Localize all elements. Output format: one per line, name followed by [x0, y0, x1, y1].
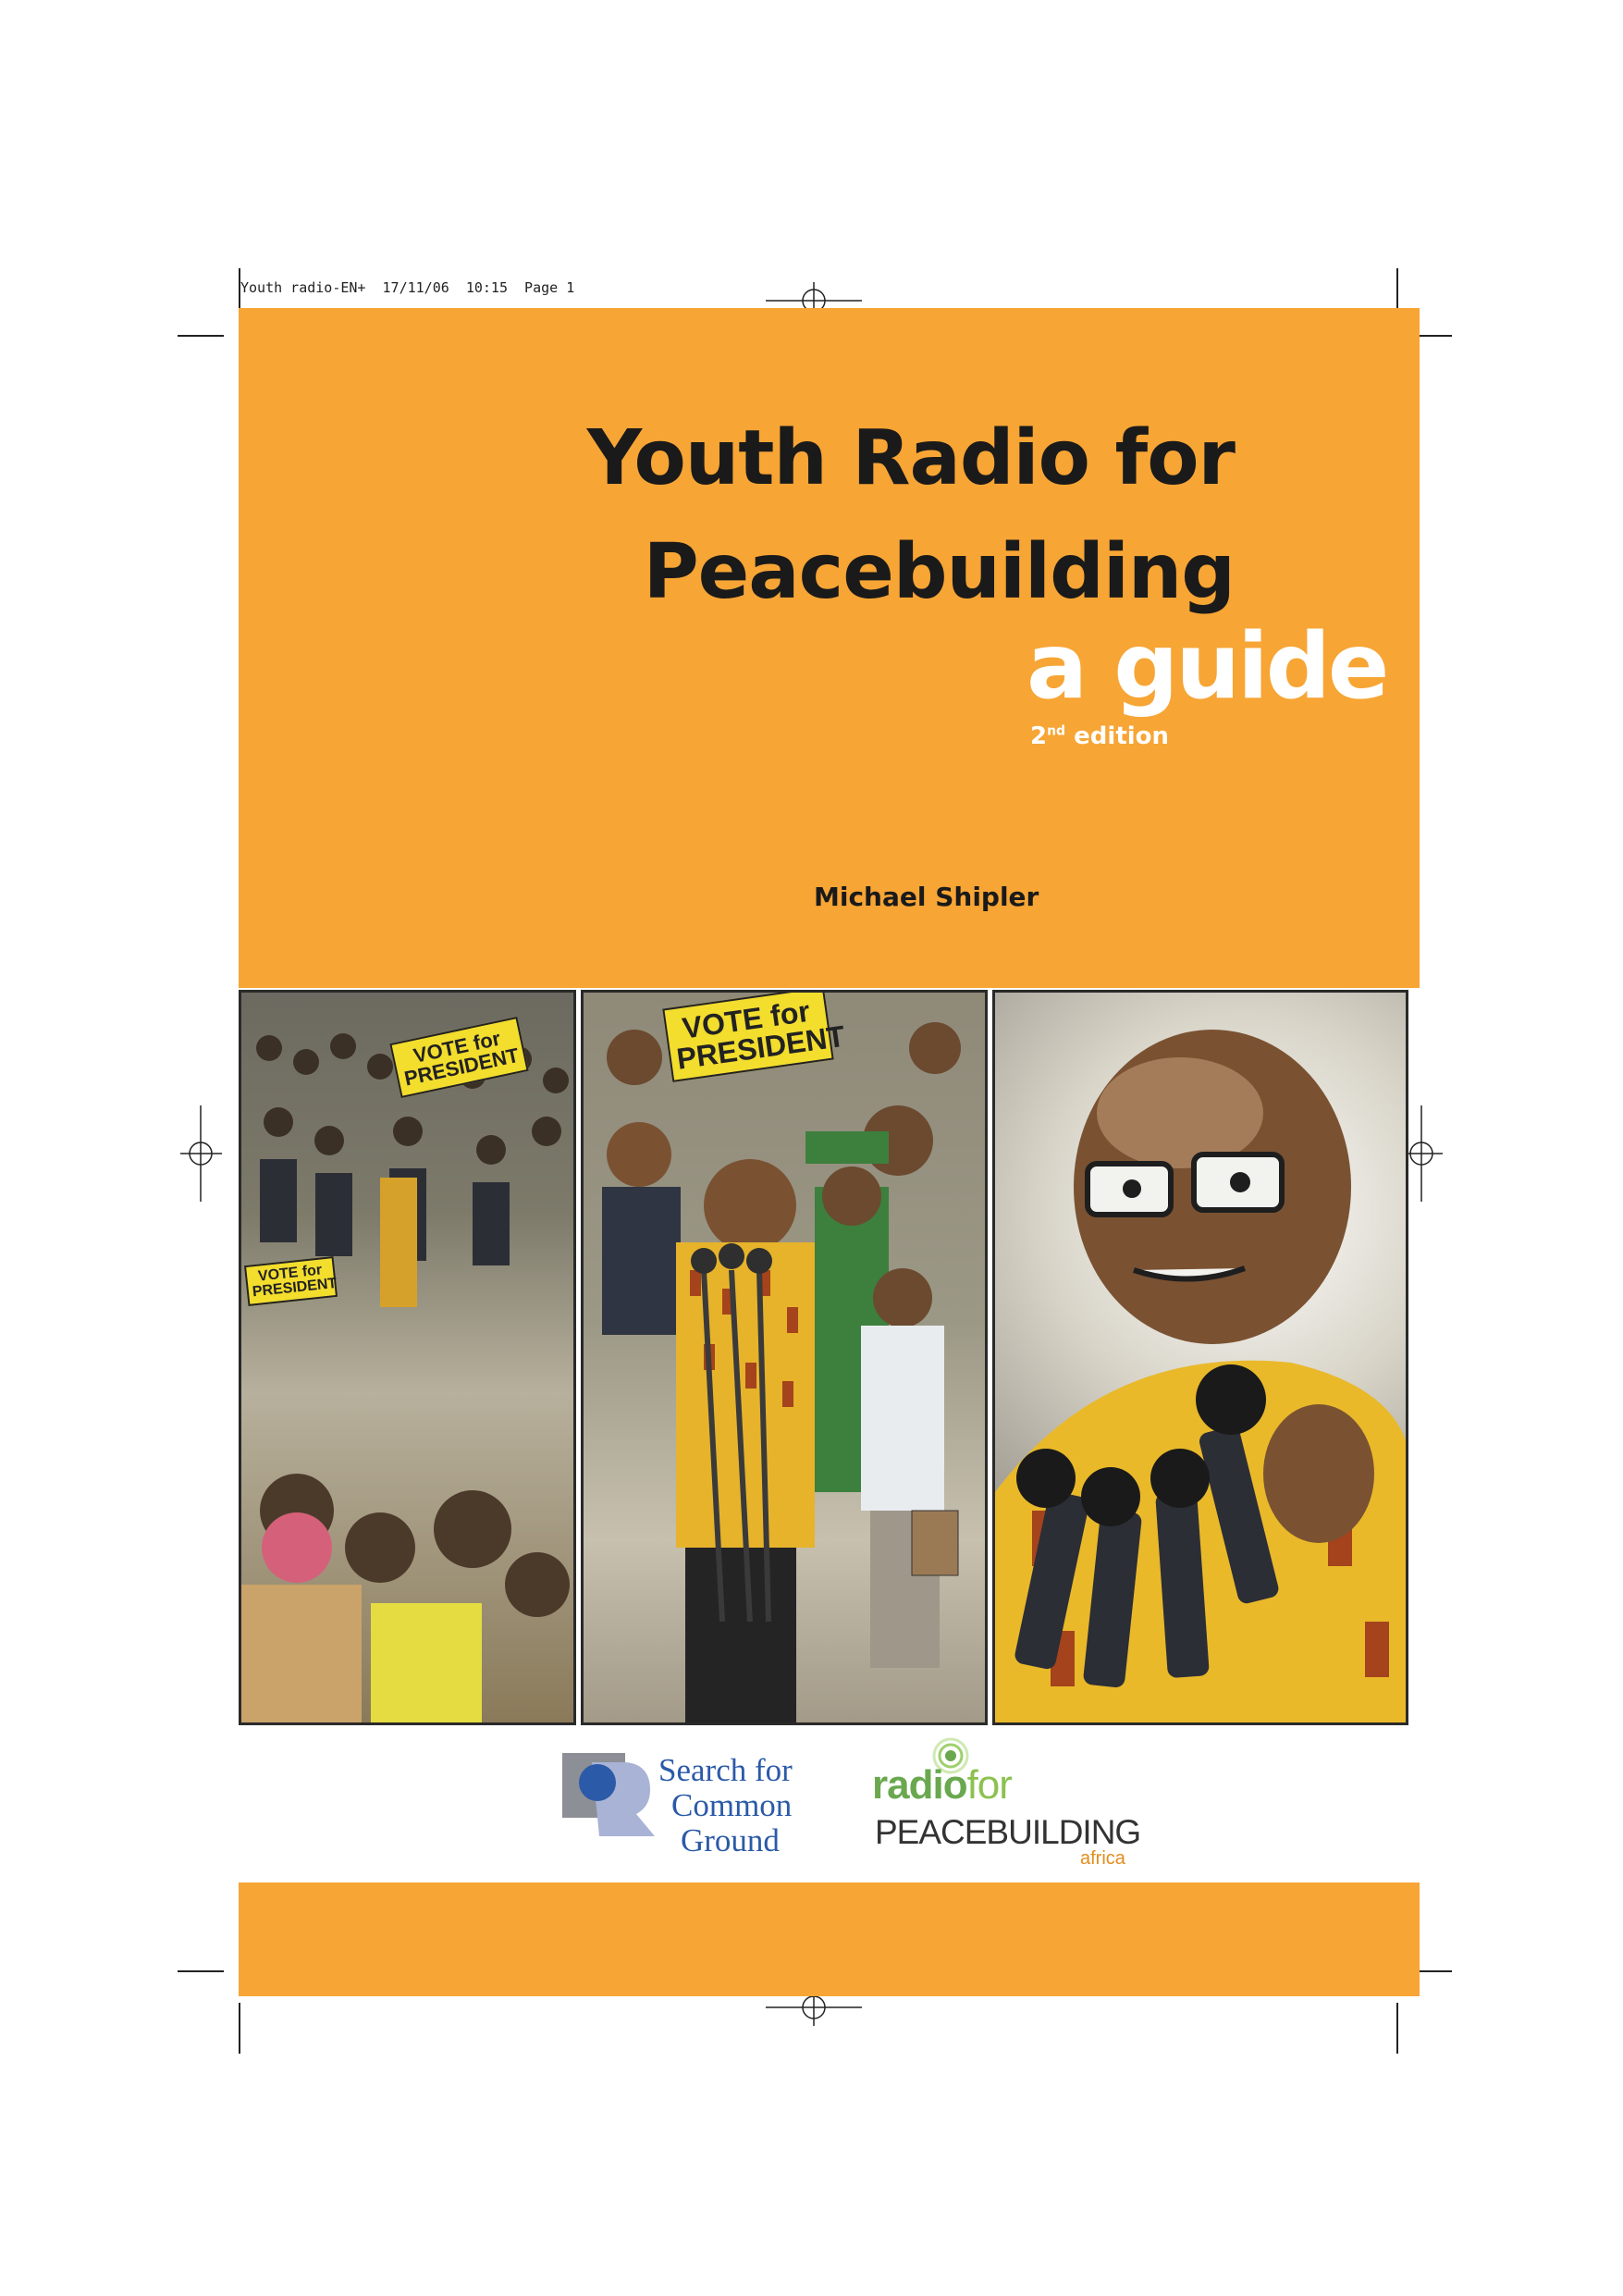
search-for-common-ground-logo-icon	[562, 1753, 655, 1836]
comic-panel-crowd	[239, 990, 576, 1725]
closeup-illustration	[995, 993, 1408, 1725]
radio-for-peacebuilding-wordmark: radiofor	[872, 1762, 1012, 1808]
scg-line-1: Search for	[658, 1752, 793, 1788]
peacebuilding-wordmark: PEACEBUILDING	[875, 1813, 1141, 1851]
crop-mark	[1396, 2003, 1398, 2054]
vote-sign: VOTE for PRESIDENT	[244, 1256, 338, 1306]
subtitle: a guide	[1027, 614, 1387, 720]
vote-sign: VOTE for PRESIDENT	[662, 990, 833, 1082]
title-line-2: Peacebuilding	[643, 528, 1235, 616]
registration-target-icon	[180, 1105, 222, 1202]
africa-wordmark: africa	[1080, 1848, 1125, 1869]
crop-mark	[178, 335, 224, 337]
title-line-1: Youth Radio for	[586, 414, 1235, 502]
bottom-band	[239, 1882, 1420, 1996]
edition: 2nd edition	[1030, 722, 1170, 750]
comic-panel-closeup	[992, 990, 1408, 1725]
crowd-illustration	[241, 993, 576, 1725]
scg-line-2: Common	[671, 1787, 793, 1823]
author: Michael Shipler	[814, 882, 1039, 912]
slug-line: Youth radio-EN+ 17/11/06 10:15 Page 1	[240, 279, 575, 296]
comic-panel-interview	[581, 990, 988, 1725]
crop-mark	[178, 1970, 224, 1972]
search-for-common-ground-text	[658, 1753, 793, 1858]
interview-illustration	[584, 993, 988, 1725]
scg-line-3: Ground	[681, 1822, 780, 1858]
crop-mark	[239, 2003, 240, 2054]
vote-sign: VOTE for PRESIDENT	[389, 1017, 528, 1098]
